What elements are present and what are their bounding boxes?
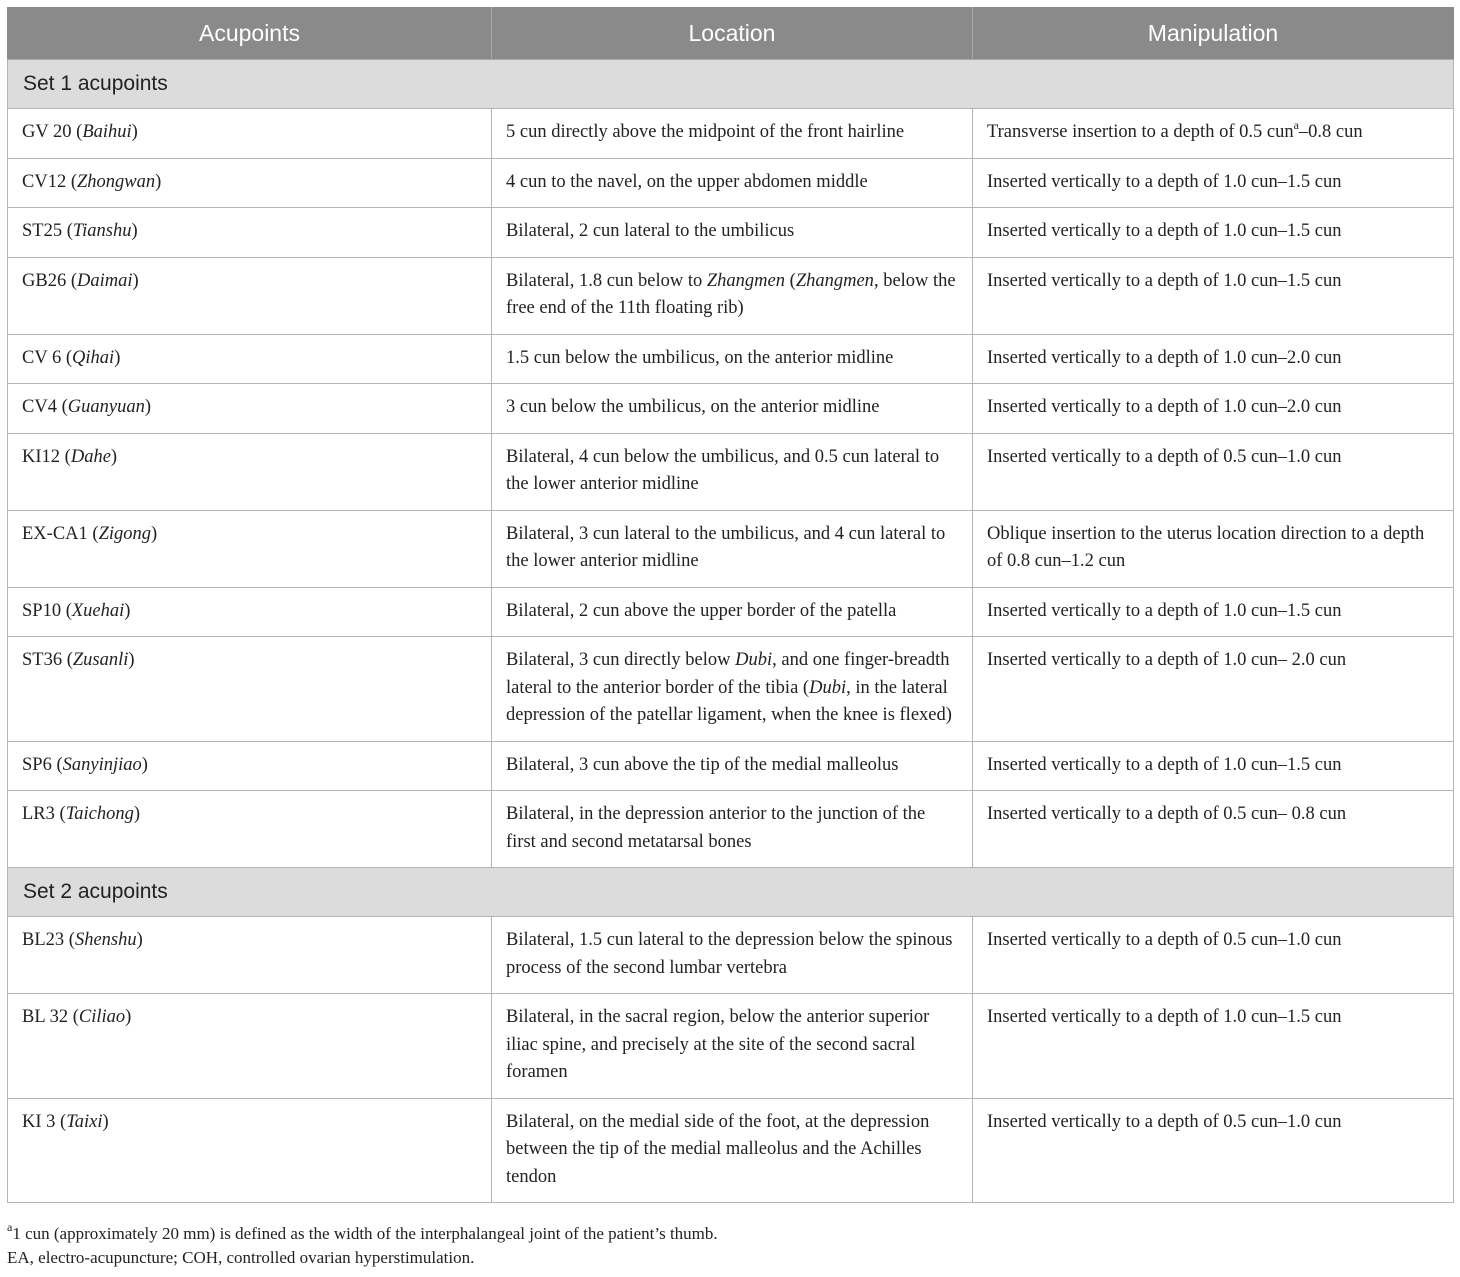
- acupoint-cell: GB26 (Daimai): [8, 257, 492, 334]
- location-cell: [492, 917, 973, 994]
- acupoint-code: KI 3: [22, 1111, 56, 1132]
- location-cell: [492, 741, 973, 791]
- footnote-a: [7, 1222, 1453, 1246]
- manipulation-cell: [973, 587, 1454, 637]
- manipulation-text: Inserted vertically to a depth of 1.0 cun–2.0 cun: [987, 347, 1342, 368]
- acupoint-cell: ST36 (Zusanli): [8, 637, 492, 742]
- table-row: [8, 158, 1454, 208]
- section-title: Set 2 acupoints: [8, 868, 1454, 917]
- manipulation-superscript: a: [1293, 117, 1299, 132]
- manipulation-cell: [973, 109, 1454, 159]
- acupoint-cell: SP10 (Xuehai): [8, 587, 492, 637]
- location-cell: [492, 433, 973, 510]
- manipulation-cell: [973, 917, 1454, 994]
- location-text: , and one finger-breadth lateral to the anterior border of the tibia (: [506, 650, 950, 698]
- acupoint-cell: EX-CA1 (Zigong): [8, 510, 492, 587]
- manipulation-text: Inserted vertically to a depth of 0.5 cun–1.0 cun: [987, 446, 1342, 467]
- location-italic-term: Dubi: [809, 677, 847, 698]
- manipulation-text: Inserted vertically to a depth of 1.0 cun–1.5 cun: [987, 270, 1342, 291]
- footnote-a-text: 1 cun (approximately 20 mm) is defined as the width of the interphalangeal joint of the patient’s thumb.: [12, 1224, 718, 1243]
- acupoint-name: Taichong: [65, 804, 134, 824]
- location-cell: [492, 334, 973, 384]
- table-row: [8, 433, 1454, 510]
- manipulation-cell: [973, 741, 1454, 791]
- table-footnotes: [7, 1222, 1453, 1270]
- location-text: Bilateral, 1.5 cun lateral to the depression below the spinous process of the second lumbar vertebra: [506, 930, 953, 978]
- location-cell: [492, 158, 973, 208]
- acupoint-code: CV 6: [22, 347, 62, 368]
- footnote-a-marker: a: [7, 1220, 13, 1235]
- manipulation-text: Inserted vertically to a depth of 1.0 cun–1.5 cun: [987, 221, 1342, 241]
- table-row: [8, 334, 1454, 384]
- acupoint-code: GV 20: [22, 122, 72, 142]
- manipulation-cell: [973, 334, 1454, 384]
- acupoint-code: KI12: [22, 446, 61, 467]
- manipulation-cell: [973, 510, 1454, 587]
- manipulation-text: –0.8 cun: [1298, 122, 1363, 142]
- location-italic-term: Zhangmen: [795, 270, 874, 291]
- manipulation-text: Inserted vertically to a depth of 1.0 cun–1.5 cun: [987, 1007, 1342, 1027]
- location-text: Bilateral, in the depression anterior to the junction of the first and second metatarsal bones: [506, 804, 926, 852]
- manipulation-text: Inserted vertically to a depth of 0.5 cun– 0.8 cun: [987, 804, 1347, 824]
- acupoint-cell: GV 20 (Baihui): [8, 109, 492, 159]
- table-row: [8, 637, 1454, 742]
- location-italic-term: Dubi: [735, 650, 773, 670]
- location-text: Bilateral, on the medial side of the foot, at the depression between the tip of the medial malleolus and the Achilles tendon: [506, 1111, 930, 1187]
- acupoint-code: CV4: [22, 397, 57, 417]
- acupoint-cell: LR3 (Taichong): [8, 791, 492, 868]
- footnote-abbreviations: EA, electro-acupuncture; COH, controlled ovarian hyperstimulation.: [7, 1248, 475, 1267]
- acupoint-cell: ST25 (Tianshu): [8, 208, 492, 258]
- manipulation-cell: [973, 433, 1454, 510]
- manipulation-cell: [973, 158, 1454, 208]
- acupoint-name: Guanyuan: [67, 397, 145, 417]
- manipulation-text: Inserted vertically to a depth of 1.0 cun–1.5 cun: [987, 754, 1342, 775]
- acupoint-code: LR3: [22, 804, 55, 824]
- table-row: [8, 917, 1454, 994]
- location-text: Bilateral, 2 cun above the upper border of the patella: [506, 600, 897, 621]
- location-text: (: [785, 270, 796, 291]
- section-row: [8, 868, 1454, 917]
- acupoint-name: Zigong: [98, 523, 152, 544]
- acupoint-code: BL23: [22, 930, 65, 950]
- location-cell: [492, 994, 973, 1099]
- header-acupoints: Acupoints: [8, 8, 492, 60]
- location-text: Bilateral, 3 cun directly below: [506, 650, 736, 670]
- location-cell: [492, 510, 973, 587]
- manipulation-cell: [973, 637, 1454, 742]
- location-cell: [492, 1098, 973, 1203]
- location-cell: [492, 637, 973, 742]
- manipulation-text: Inserted vertically to a depth of 1.0 cun– 2.0 cun: [987, 650, 1347, 670]
- header-row: [8, 8, 1454, 60]
- acupoint-name: Shenshu: [74, 930, 137, 950]
- table-row: [8, 208, 1454, 258]
- table-row: [8, 994, 1454, 1099]
- location-cell: [492, 208, 973, 258]
- acupoint-name: Tianshu: [72, 221, 132, 241]
- table-wrapper: [7, 7, 1453, 1203]
- header-location: Location: [492, 8, 973, 60]
- location-text: Bilateral, 4 cun below the umbilicus, and 0.5 cun lateral to the lower anterior midline: [506, 446, 940, 494]
- table-row: [8, 741, 1454, 791]
- acupoint-code: EX-CA1: [22, 523, 88, 544]
- manipulation-text: Inserted vertically to a depth of 1.0 cun–2.0 cun: [987, 397, 1342, 417]
- table-body: [8, 60, 1454, 1203]
- acupoint-name: Zusanli: [72, 650, 129, 670]
- manipulation-text: Inserted vertically to a depth of 0.5 cun–1.0 cun: [987, 1111, 1342, 1132]
- acupoints-table: [7, 7, 1454, 1203]
- location-text: Bilateral, 3 cun above the tip of the medial malleolus: [506, 754, 899, 775]
- acupoint-code: GB26: [22, 270, 67, 291]
- location-cell: [492, 384, 973, 434]
- location-text: , below the free end of the 11th floating rib): [506, 270, 956, 318]
- acupoint-cell: SP6 (Sanyinjiao): [8, 741, 492, 791]
- table-row: [8, 587, 1454, 637]
- manipulation-cell: [973, 1098, 1454, 1203]
- location-text: , in the lateral depression of the patellar ligament, when the knee is flexed): [506, 677, 952, 725]
- manipulation-text: Inserted vertically to a depth of 1.0 cun–1.5 cun: [987, 171, 1342, 192]
- acupoint-name: Qihai: [72, 347, 115, 368]
- manipulation-cell: [973, 791, 1454, 868]
- acupoint-code: ST36: [22, 650, 63, 670]
- location-text: 4 cun to the navel, on the upper abdomen middle: [506, 171, 868, 192]
- manipulation-cell: [973, 384, 1454, 434]
- table-row: [8, 1098, 1454, 1203]
- manipulation-text: Inserted vertically to a depth of 1.0 cun–1.5 cun: [987, 600, 1342, 621]
- acupoint-cell: BL23 (Shenshu): [8, 917, 492, 994]
- acupoint-name: Baihui: [82, 122, 132, 142]
- location-cell: [492, 791, 973, 868]
- location-text: Bilateral, 1.8 cun below to: [506, 270, 707, 291]
- location-text: 5 cun directly above the midpoint of the front hairline: [506, 122, 905, 142]
- acupoint-code: BL 32: [22, 1007, 69, 1027]
- acupoint-name: Xuehai: [71, 600, 125, 621]
- location-text: 3 cun below the umbilicus, on the anterior midline: [506, 397, 880, 417]
- acupoint-cell: KI 3 (Taixi): [8, 1098, 492, 1203]
- location-text: Bilateral, in the sacral region, below the anterior superior iliac spine, and precisely at the site of the second sacral foramen: [506, 1007, 930, 1082]
- manipulation-cell: [973, 208, 1454, 258]
- acupoint-name: Sanyinjiao: [62, 754, 142, 775]
- manipulation-text: Transverse insertion to a depth of 0.5 cun: [987, 122, 1294, 142]
- acupoint-code: SP6: [22, 754, 52, 775]
- acupoint-cell: CV4 (Guanyuan): [8, 384, 492, 434]
- acupoint-name: Daimai: [77, 270, 133, 291]
- manipulation-cell: [973, 257, 1454, 334]
- acupoint-cell: CV12 (Zhongwan): [8, 158, 492, 208]
- acupoint-code: ST25: [22, 221, 63, 241]
- location-cell: [492, 587, 973, 637]
- section-row: [8, 60, 1454, 109]
- acupoint-cell: KI12 (Dahe): [8, 433, 492, 510]
- location-text: Bilateral, 2 cun lateral to the umbilicus: [506, 221, 795, 241]
- table-row: [8, 257, 1454, 334]
- location-text: 1.5 cun below the umbilicus, on the anterior midline: [506, 347, 894, 368]
- acupoint-name: Zhongwan: [77, 171, 156, 192]
- acupoint-name: Taixi: [66, 1111, 103, 1132]
- table-header: [8, 8, 1454, 60]
- acupoint-name: Dahe: [70, 446, 111, 467]
- manipulation-text: Inserted vertically to a depth of 0.5 cun–1.0 cun: [987, 930, 1342, 950]
- table-row: [8, 791, 1454, 868]
- table-row: [8, 384, 1454, 434]
- acupoint-code: SP10: [22, 600, 62, 621]
- section-title: Set 1 acupoints: [8, 60, 1454, 109]
- table-row: [8, 510, 1454, 587]
- manipulation-cell: [973, 994, 1454, 1099]
- header-manipulation: Manipulation: [973, 8, 1454, 60]
- location-italic-term: Zhangmen: [706, 270, 786, 291]
- acupoint-code: CV12: [22, 171, 67, 192]
- location-cell: [492, 109, 973, 159]
- acupoint-cell: BL 32 (Ciliao): [8, 994, 492, 1099]
- manipulation-text: Oblique insertion to the uterus location direction to a depth of 0.8 cun–1.2 cun: [987, 523, 1425, 571]
- acupoint-name: Ciliao: [78, 1007, 126, 1027]
- acupoint-cell: CV 6 (Qihai): [8, 334, 492, 384]
- location-text: Bilateral, 3 cun lateral to the umbilicus, and 4 cun lateral to the lower anterior midline: [506, 523, 946, 571]
- location-cell: [492, 257, 973, 334]
- table-row: [8, 109, 1454, 159]
